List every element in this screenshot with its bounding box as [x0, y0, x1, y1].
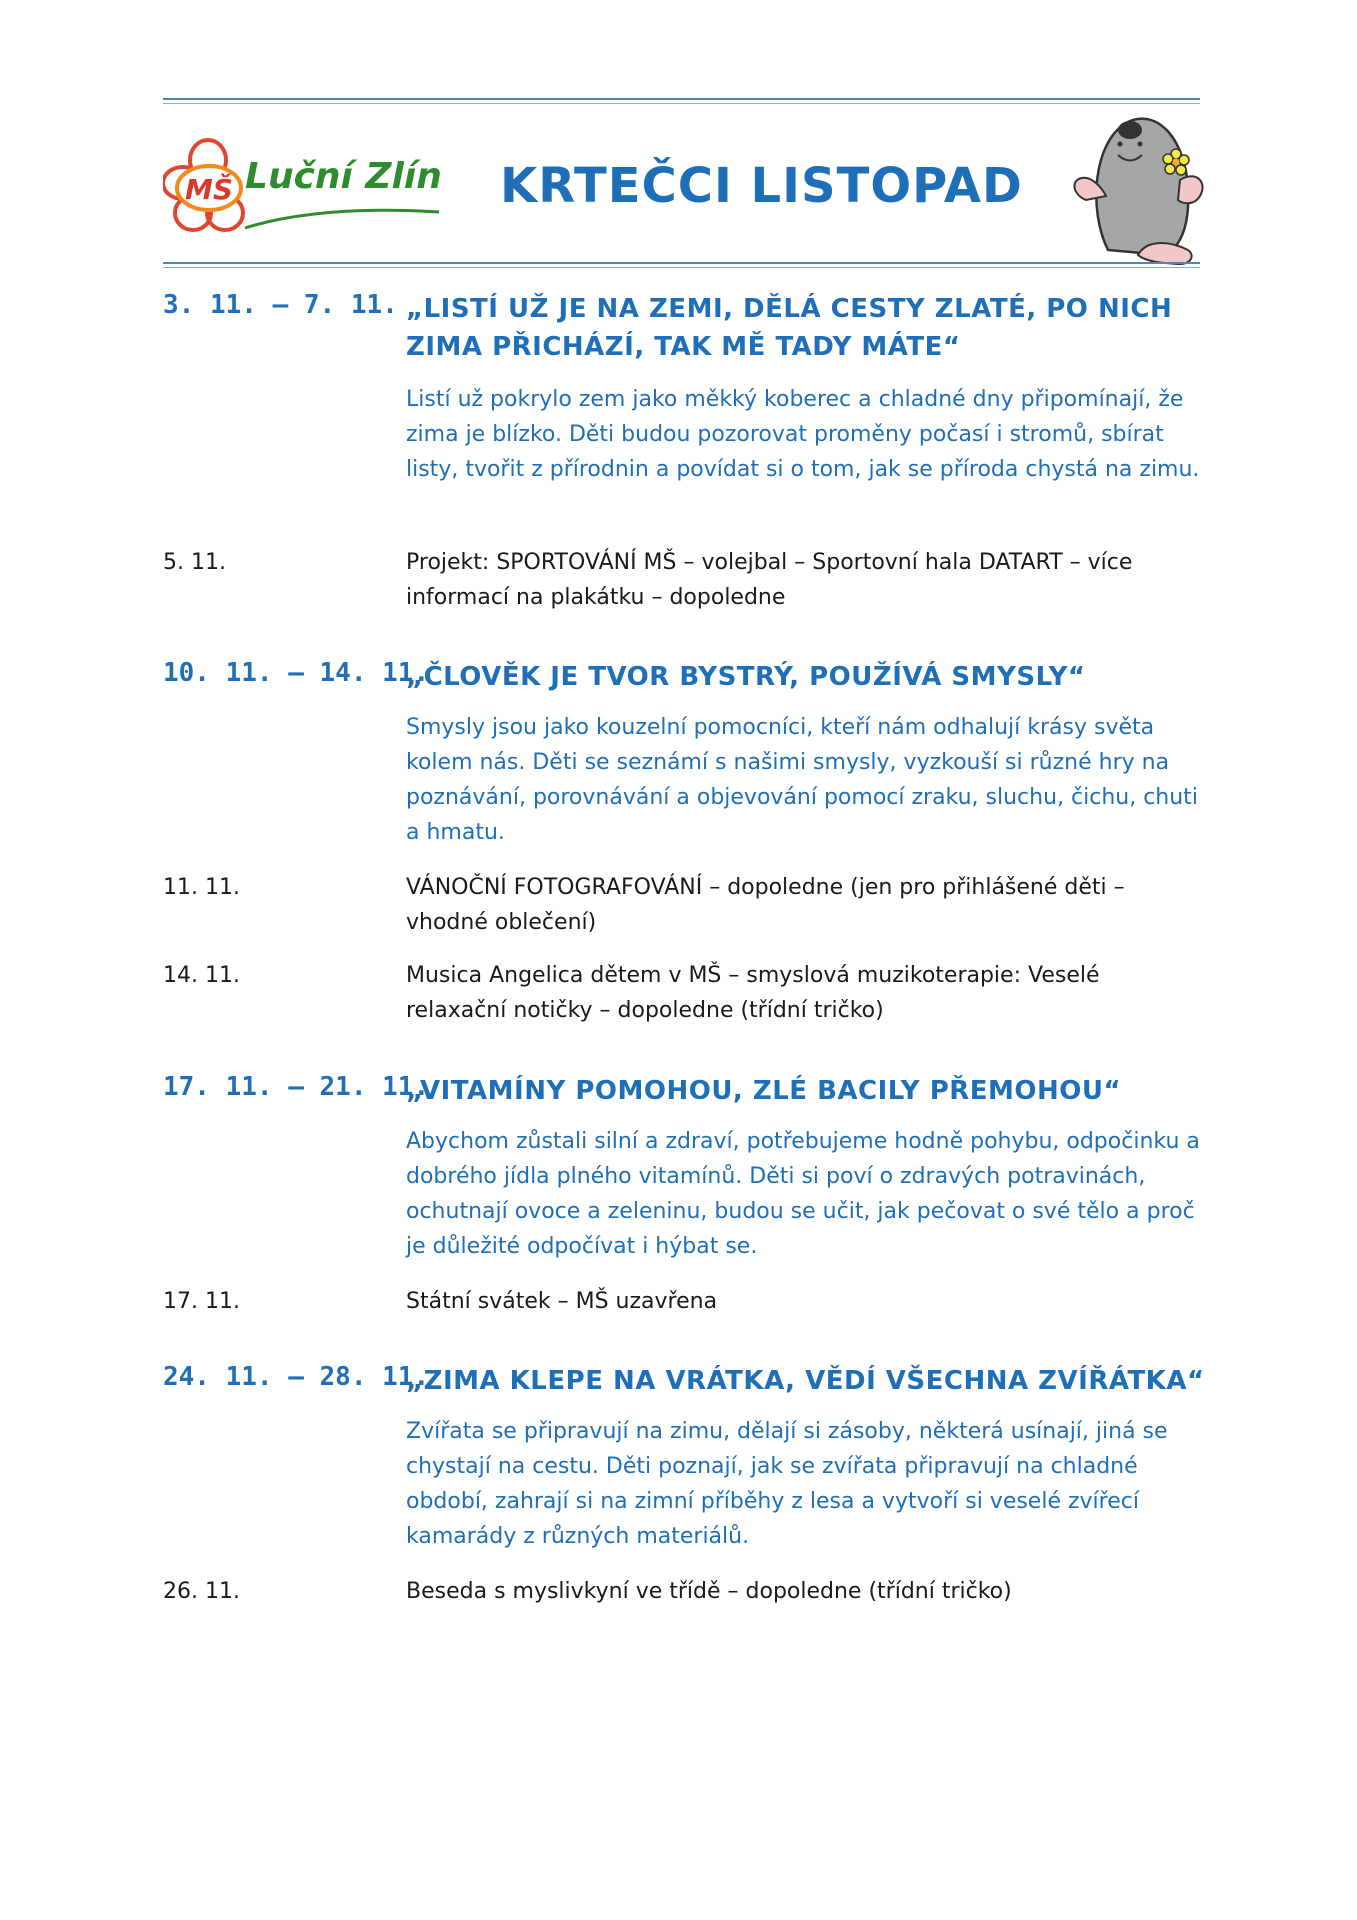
week-description: Listí už pokrylo zem jako měkký koberec a chladné dny připomínají, že zima je blízko. Děti budou pozorovat proměny počasí i stromů, sbírat listy, tvořit z přírodnin a povídat si o tom, jak se příroda chystá na zimu. — [406, 387, 1200, 482]
week-title: „ČLOVĚK JE TVOR BYSTRÝ, POUŽÍVÁ SMYSLY“ — [406, 662, 1086, 692]
logo-swoosh-icon — [243, 198, 443, 238]
week-description: Abychom zůstali silní a zdraví, potřebujeme hodně pohybu, odpočinku a dobrého jídla plného vitamínů. Děti si poví o zdravých potravinách, ochutnají ovoce a zeleninu, budou se učit, jak pečovat o své tělo a proč je důležité odpočívat i hýbat se. — [406, 1129, 1200, 1259]
header-rule-bottom — [163, 262, 1200, 268]
week-title: „ZIMA KLEPE NA VRÁTKA, VĚDÍ VŠECHNA ZVÍŘÁTKA“ — [406, 1366, 1205, 1396]
week-range: 24. 11. – 28. 11. — [163, 1362, 430, 1392]
event-date: 26. 11. — [163, 1579, 240, 1604]
event-date: 5. 11. — [163, 550, 226, 575]
event-text: Beseda s myslivkyní ve třídě – dopoledne (třídní tričko) — [406, 1579, 1012, 1604]
flower-logo-icon — [163, 138, 253, 238]
event-date: 11. 11. — [163, 875, 240, 900]
page-title: KRTEČCI LISTOPAD — [500, 158, 1023, 214]
logo-name: Luční Zlín — [245, 156, 442, 197]
week-range: 17. 11. – 21. 11. — [163, 1072, 430, 1102]
event-text: VÁNOČNÍ FOTOGRAFOVÁNÍ – dopoledne (jen pro přihlášené děti – vhodné oblečení) — [406, 875, 1125, 935]
week-range: 10. 11. – 14. 11. — [163, 658, 430, 688]
event-date: 17. 11. — [163, 1289, 240, 1314]
header-rule-top — [163, 98, 1200, 104]
mole-mascot-icon — [1068, 100, 1208, 265]
logo-prefix: MŠ — [184, 173, 234, 206]
school-logo — [163, 138, 463, 238]
event-text: Projekt: SPORTOVÁNÍ MŠ – volejbal – Sportovní hala DATART – více informací na plakátku – dopoledne — [406, 550, 1133, 610]
event-date: 14. 11. — [163, 963, 240, 988]
week-range: 3. 11. – 7. 11. — [163, 290, 398, 320]
week-description: Zvířata se připravují na zimu, dělají si zásoby, některá usínají, jiná se chystají na cestu. Děti poznají, jak se zvířata připravují na chladné období, zahrají si na zimní příběhy z lesa a vytvoří si veselé zvířecí kamarády z různých materiálů. — [406, 1419, 1168, 1549]
event-text: Státní svátek – MŠ uzavřena — [406, 1289, 718, 1314]
event-text: Musica Angelica dětem v MŠ – smyslová muzikoterapie: Veselé relaxační notičky – dopoledne (třídní tričko) — [406, 963, 1100, 1023]
week-description: Smysly jsou jako kouzelní pomocníci, kteří nám odhalují krásy světa kolem nás. Děti se seznámí s našimi smysly, vyzkouší si různé hry na poznávání, porovnávání a objevování pomocí zraku, sluchu, čichu, chuti a hmatu. — [406, 715, 1198, 845]
week-title: „LISTÍ UŽ JE NA ZEMI, DĚLÁ CESTY ZLATÉ, PO NICH ZIMA PŘICHÁZÍ, TAK MĚ TADY MÁTE“ — [406, 294, 1173, 362]
week-title: „VITAMÍNY POMOHOU, ZLÉ BACILY PŘEMOHOU“ — [406, 1076, 1122, 1106]
